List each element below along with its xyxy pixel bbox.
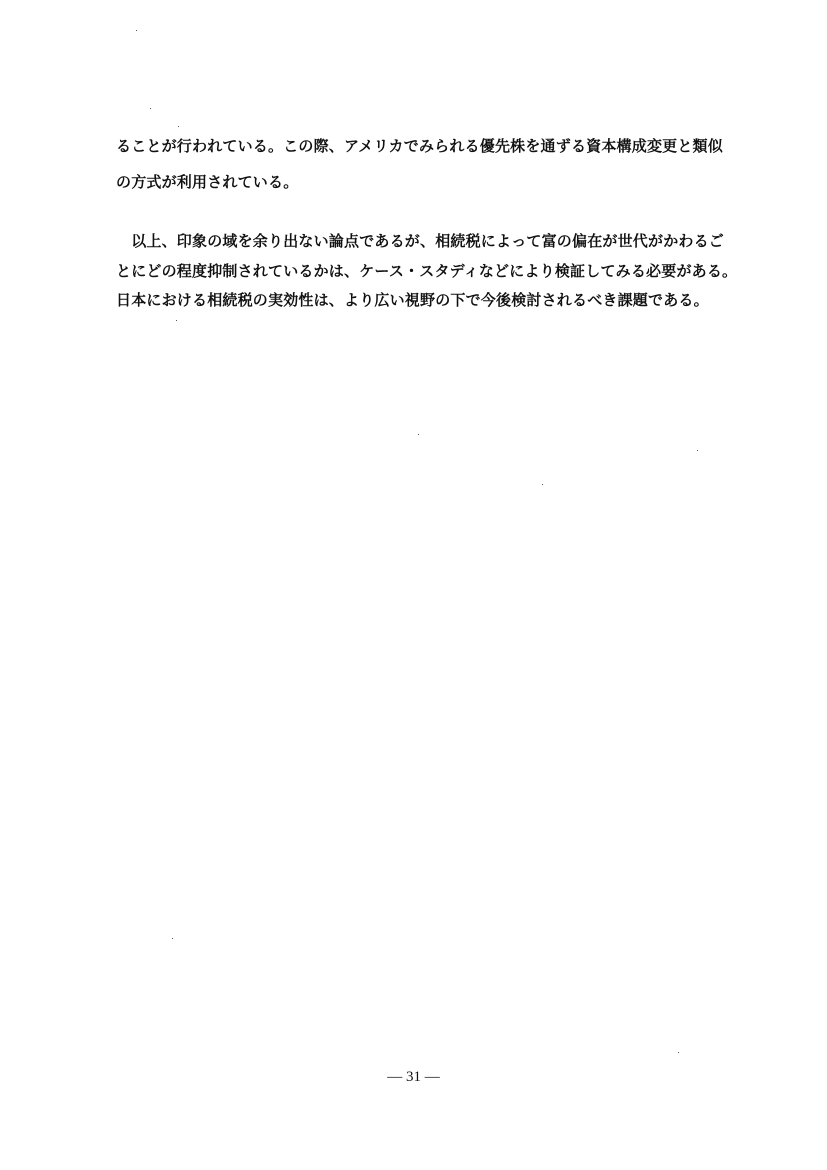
paragraph-2-line-1	[116, 231, 724, 251]
paragraph-2-line-2: とにどの程度抑制されているかは、ケース・スタディなどにより検証してみる必要がある。	[116, 262, 738, 280]
paragraph-1-line-2: の方式が利用されている。	[116, 173, 299, 191]
paragraph-1-line-1: ることが行われている。この際、アメリカでみられる優先株を通ずる資本構成変更と類似	[116, 137, 723, 155]
paragraph-indent	[116, 232, 131, 250]
scan-speck	[178, 126, 179, 127]
paragraph-2-line-1-text: 以上、印象の域を余り出ない論点であるが、相続税によって富の偏在が世代がかわるご	[131, 232, 725, 250]
scan-speck	[136, 30, 137, 31]
scan-speck	[542, 484, 543, 485]
scan-speck	[172, 938, 173, 939]
scan-speck	[697, 450, 698, 451]
scan-speck	[418, 434, 419, 435]
page-number: — 31 —	[387, 1069, 440, 1085]
scan-speck	[150, 108, 151, 109]
scan-speck	[176, 320, 177, 321]
paragraph-2-line-3: 日本における相続税の実効性は、より広い視野の下で今後検討されるべき課題である。	[116, 291, 709, 309]
scan-speck	[678, 1052, 679, 1053]
